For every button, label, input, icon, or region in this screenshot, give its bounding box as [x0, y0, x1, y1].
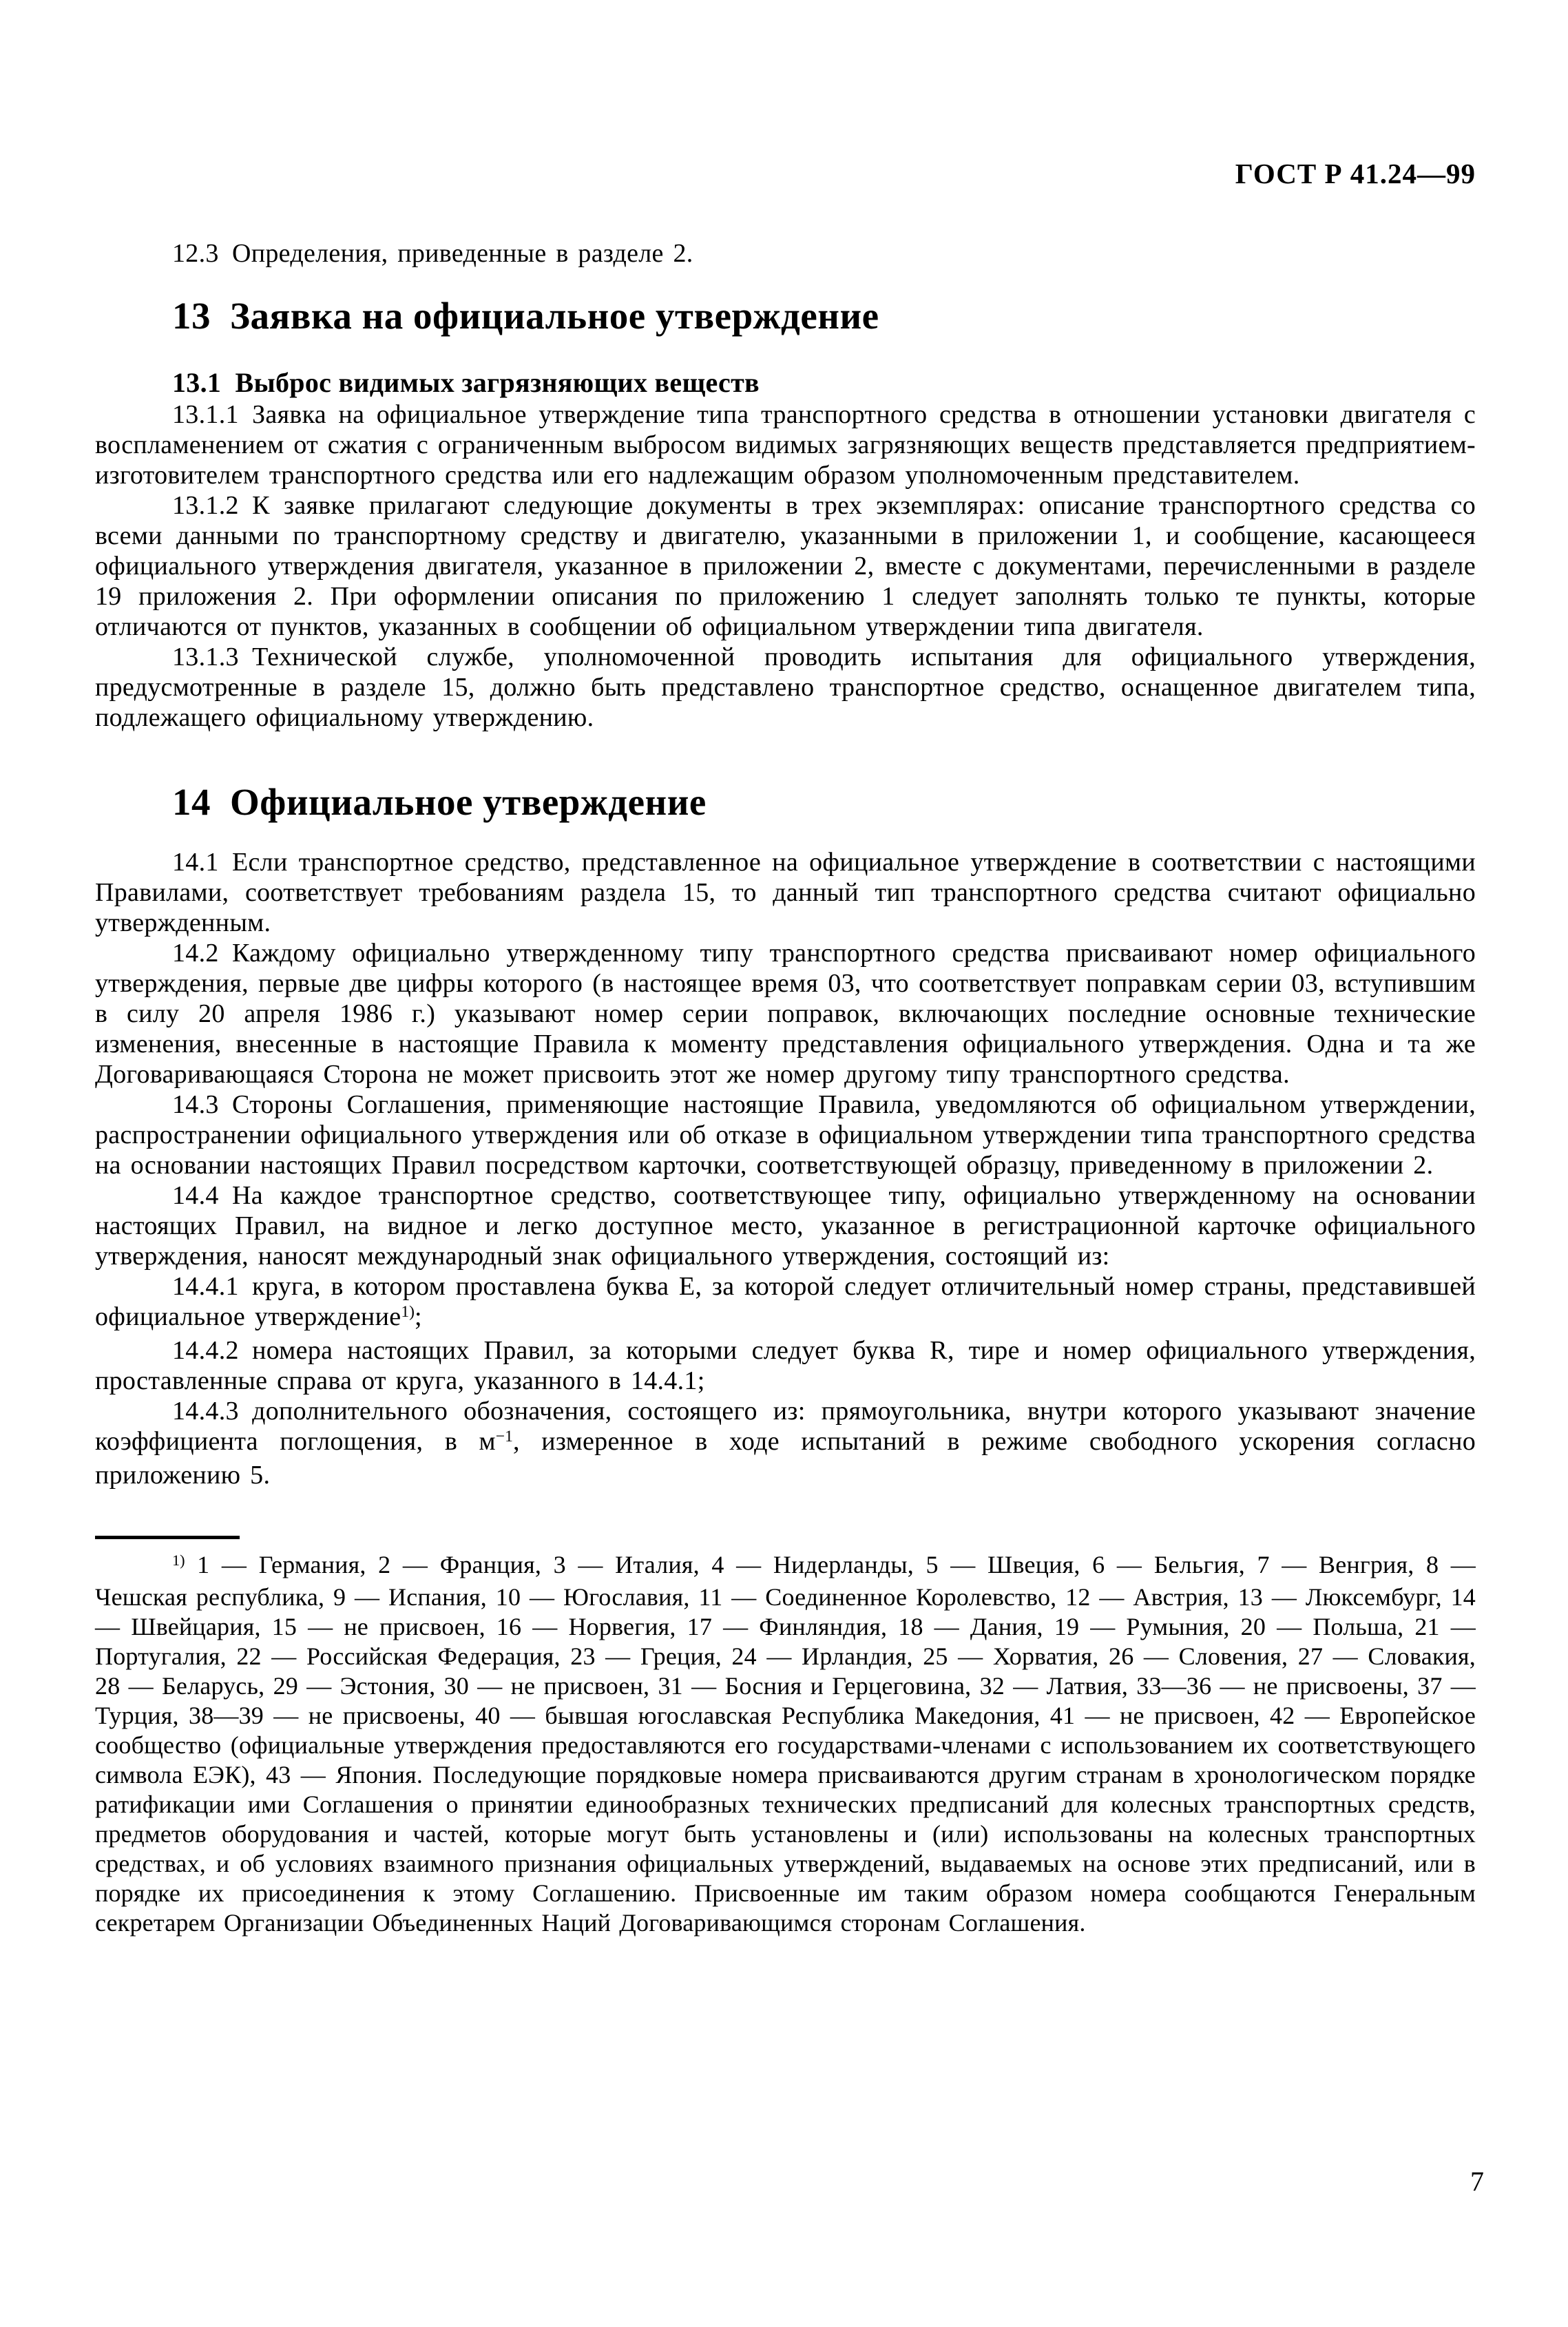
paragraph-13-1-3: 13.1.3 Технической службе, уполномоченной проводить испытания для официального утверждения, предусмотренные в разделе 15, должно быть представлено транспортное средство, оснащенное двигателем типа, подлежащего официальному утверждению.: [95, 643, 1476, 732]
subheading-13-1: 13.1 Выброс видимых загрязняющих веществ: [172, 367, 760, 398]
page-number: 7: [1470, 2166, 1484, 2197]
paragraph-14-4-3-tail: , измеренное в ходе испытаний в режиме свободного ускорения согласно приложению 5.: [95, 1427, 1476, 1490]
paragraph-14-4-2: 14.4.2 номера настоящих Правил, за которыми следует буква R, тире и номер официального утверждения, проставленные справа от круга, указанного в 14.4.1;: [95, 1336, 1476, 1395]
section-13-heading: 13 Заявка на официальное утверждение: [172, 295, 879, 337]
paragraph-14-3: 14.3 Стороны Соглашения, применяющие настоящие Правила, уведомляются об официальном утверждении, распространении официального утверждения или об отказе в официальном утверждении типа транспортного средства на основании настоящих Правил посредством карточки, соответствующей образцу, приведенному в приложении 2.: [95, 1090, 1476, 1180]
exponent-minus-one: −1: [495, 1428, 513, 1446]
paragraph-14-1: 14.1 Если транспортное средство, представленное на официальное утверждение в соответствии с настоящими Правилами, соответствует требованиям раздела 15, то данный тип транспортного средства считают официально утвержденным.: [95, 848, 1476, 937]
footnote: [95, 1550, 1476, 1938]
section-14-heading: 14 Официальное утверждение: [172, 781, 707, 823]
paragraph-14-4-3-text: 14.4.3 дополнительного обозначения, состоящего из: прямоугольника, внутри которого указывают значение коэффициента поглощения, в м: [95, 1397, 1476, 1456]
footnote-body-text: 1 — Германия, 2 — Франция, 3 — Италия, 4 — Нидерланды, 5 — Швеция, 6 — Бельгия, 7 — Венгрия, 8 — Чешская республика, 9 — Испания, 10 — Югославия, 11 — Соединенное Королевство, 12 — Австрия, 13 — Люксембург, 14 — Швейцария, 15 — не присвоен, 16 — Норвегия, 17 — Финляндия, 18 — Дания, 19 — Румыния, 20 — Польша, 21 — Португалия, 22 — Российская Федерация, 23 — Греция, 24 — Ирландия, 25 — Хорватия, 26 — Словения, 27 — Словакия, 28 — Беларусь, 29 — Эстония, 30 — не присвоен, 31 — Босния и Герцеговина, 32 — Латвия, 33—36 — не присвоены, 37 — Турция, 38—39 — не присвоены, 40 — бывшая югославская Республика Македония, 41 — не присвоен, 42 — Европейское сообщество (официальные утверждения предоставляются его государствами-членами с использованием их соответствующего символа ЕЭК), 43 — Япония. Последующие порядковые номера присваиваются другим странам в хронологическом порядке ратификации ими Соглашения о принятии единообразных технических предписаний для колесных транспортных средств, предметов оборудования и частей, которые могут быть установлены и (или) использованы на колесных транспортных средствах, и об условиях взаимного признания официальных утверждений, выдаваемых на основе этих предписаний, или в порядке их присоединения к этому Соглашению. Присвоенные им таким образом номера сообщаются Генеральным секретарем Организации Объединенных Наций Договаривающимся сторонам Соглашения.: [95, 1551, 1476, 1937]
footnote-separator-rule: [95, 1536, 240, 1539]
paragraph-12-3: 12.3 Определения, приведенные в разделе 2.: [172, 239, 693, 268]
paragraph-14-4: 14.4 На каждое транспортное средство, соответствующее типу, официально утвержденному на основании настоящих Правил, на видное и легко доступное место, указанное в регистрационной карточке официального утверждения, наносят международный знак официального утверждения, состоящий из:: [95, 1181, 1476, 1271]
paragraph-14-4-1-text: 14.4.1 круга, в котором проставлена буква Е, за которой следует отличительный номер страны, представившей официальное утверждение: [95, 1272, 1476, 1331]
paragraph-13-1-1: 13.1.1 Заявка на официальное утверждение типа транспортного средства в отношении установки двигателя с воспламенением от сжатия с ограниченным выбросом видимых загрязняющих веществ представляется предприятием-изготовителем транспортного средства или его надлежащим образом уполномоченным представителем.: [95, 400, 1476, 490]
footnote-marker: 1): [172, 1551, 185, 1569]
paragraph-14-4-1: [95, 1271, 1476, 1335]
footnote-reference-mark: 1): [401, 1303, 415, 1322]
paragraph-13-1-2: 13.1.2 К заявке прилагают следующие документы в трех экземплярах: описание транспортного средства со всеми данными по транспортному средству и двигателю, указанными в приложении 1, и сообщение, касающееся официального утверждения двигателя, указанное в приложении 2, вместе с документами, перечисленными в разделе 19 приложения 2. При оформлении описания по приложению 1 следует заполнять только те пункты, которые отличаются от пунктов, указанных в сообщении об официальном утверждении типа двигателя.: [95, 491, 1476, 641]
document-code-header: ГОСТ Р 41.24—99: [1235, 158, 1476, 189]
paragraph-14-4-3: [95, 1396, 1476, 1490]
paragraph-14-2: 14.2 Каждому официально утвержденному типу транспортного средства присваивают номер официального утверждения, первые две цифры которого (в настоящее время 03, что соответствует поправкам серии 03, вступившим в силу 20 апреля 1986 г.) указывают номер серии поправок, включающих последние основные технические изменения, внесенные в настоящие Правила к моменту представления официального утверждения. Одна и та же Договаривающаяся Сторона не может присвоить этот же номер другому типу транспортного средства.: [95, 939, 1476, 1089]
paragraph-14-4-1-tail: ;: [415, 1302, 422, 1331]
